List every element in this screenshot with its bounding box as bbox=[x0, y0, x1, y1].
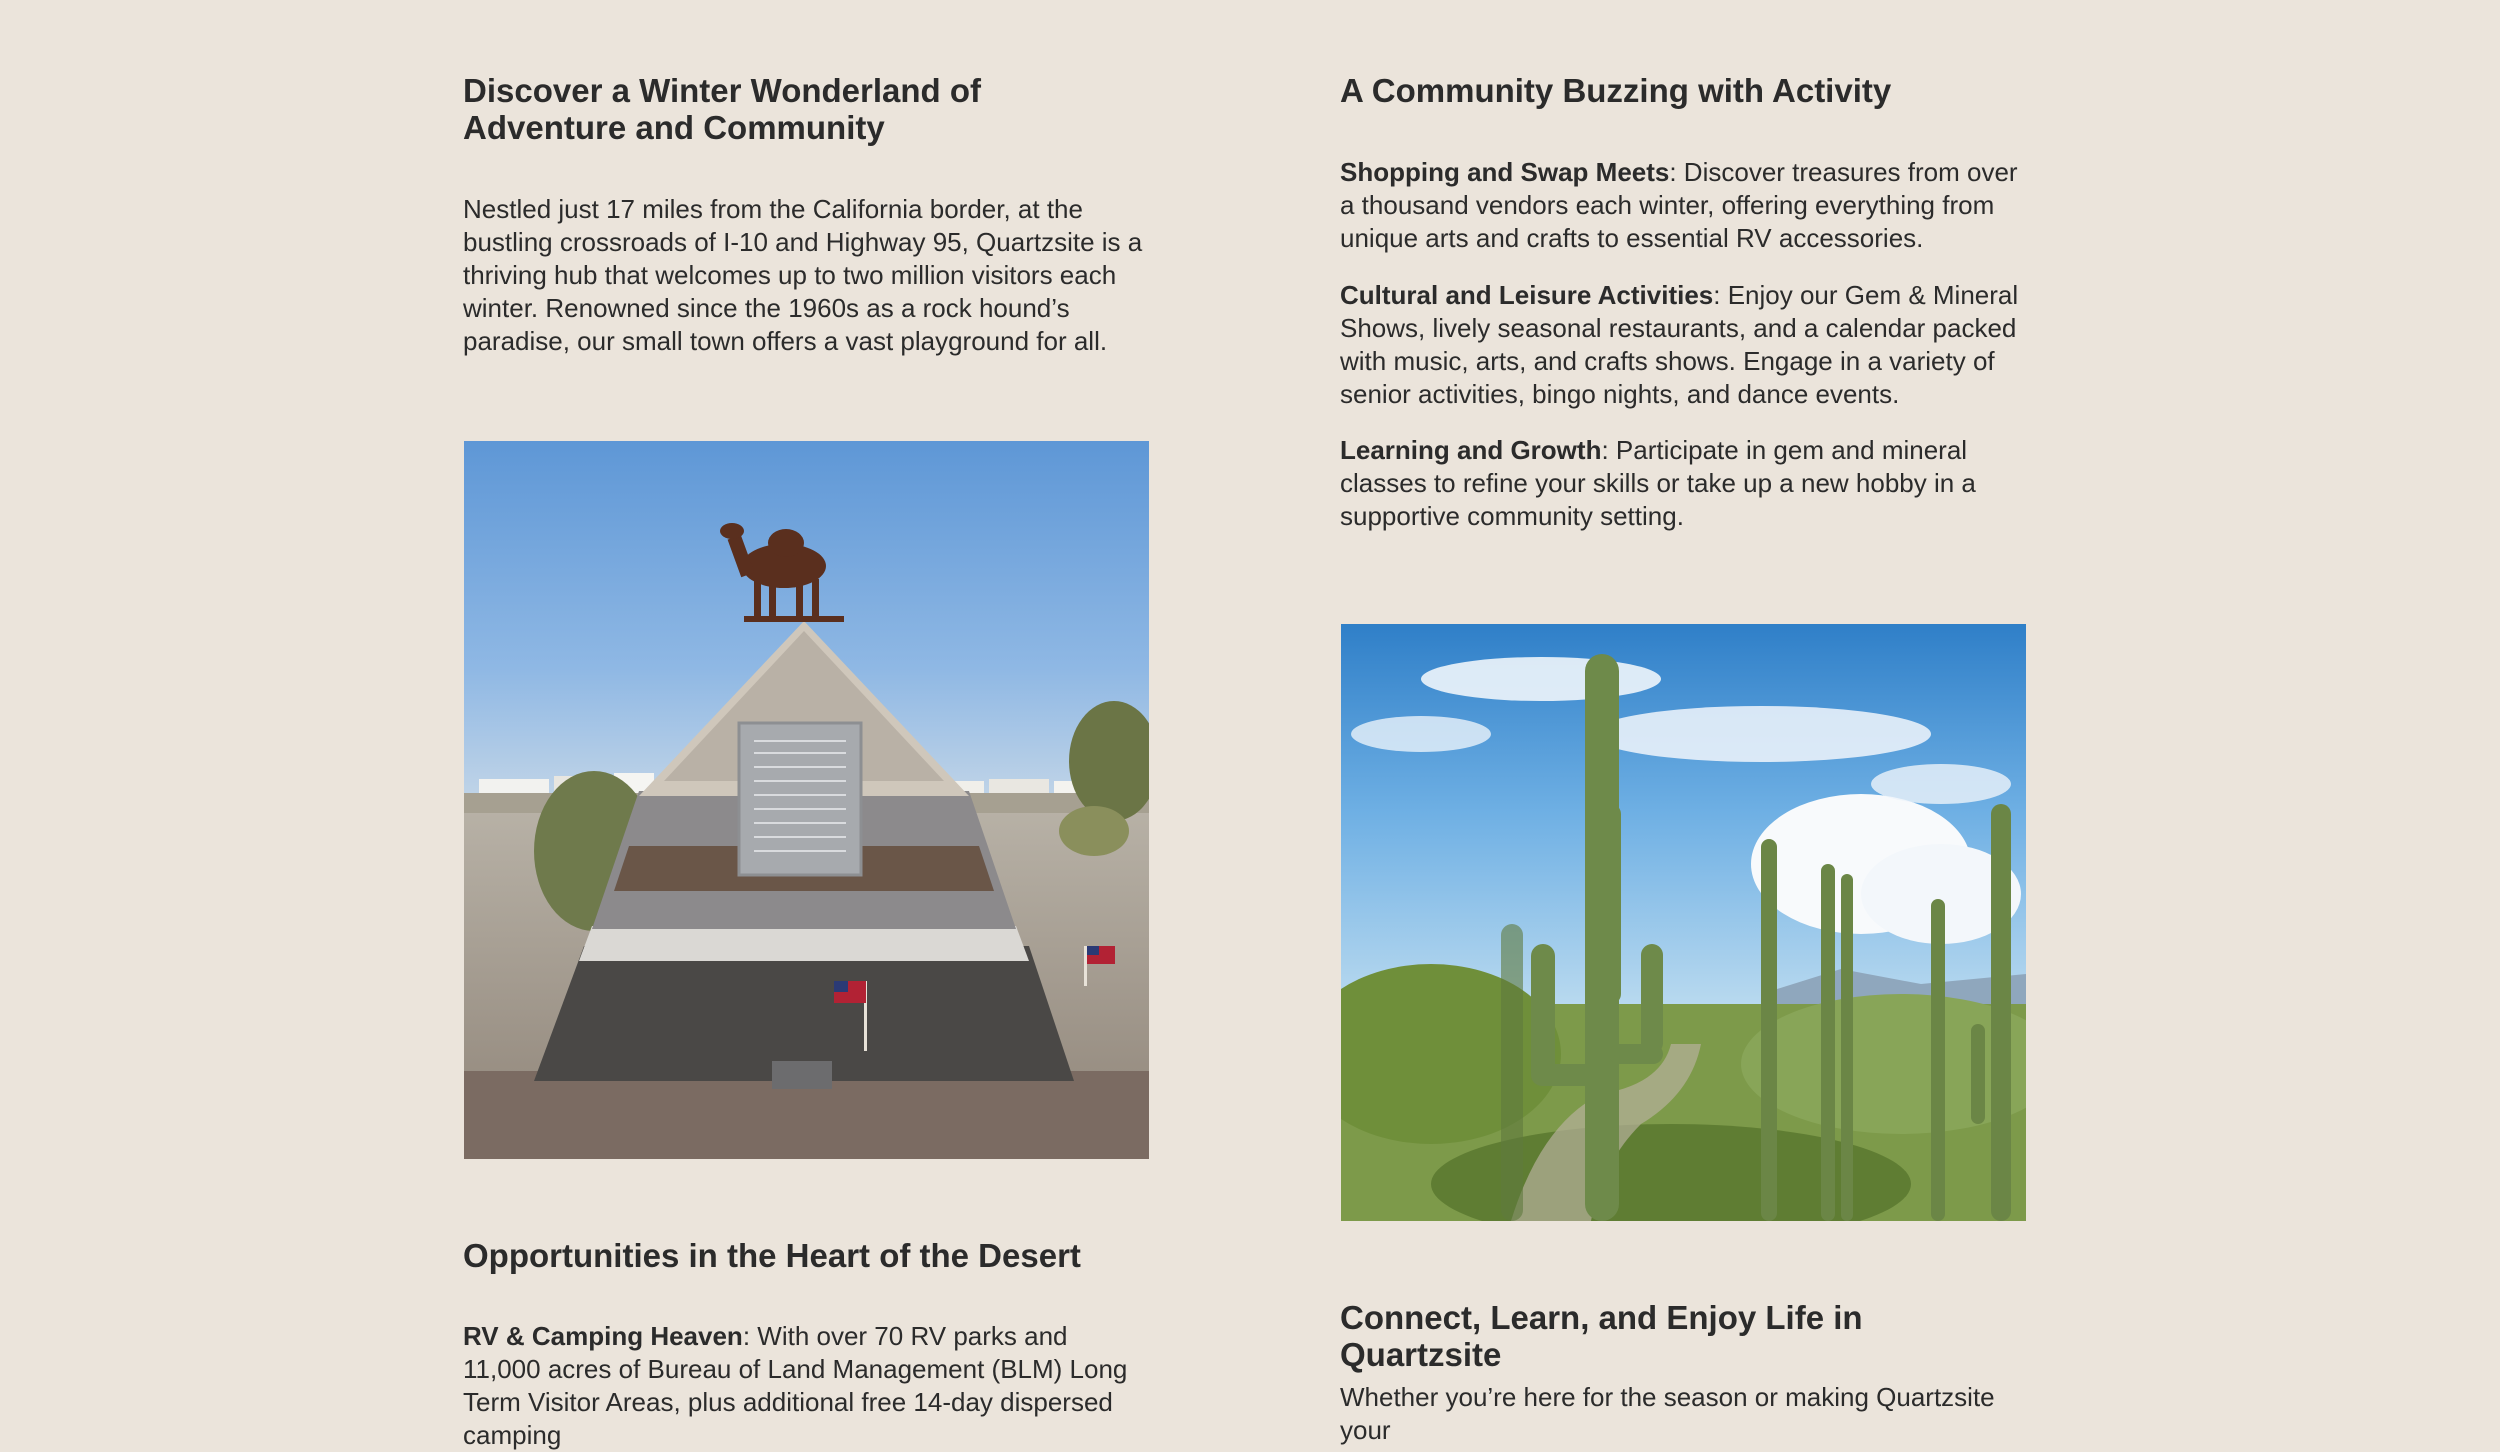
saguaro-cactus-photo bbox=[1341, 624, 2026, 1221]
intro-paragraph: Nestled just 17 miles from the California border, at the bustling crossroads of I-10 and Highway 95, Quartzsite is a thriving hub that welcomes up to two million visitors each winter. Renowned since the 1960s as a rock hound’s paradise, our small town offers a vast playground for all. bbox=[463, 194, 1143, 356]
activity-item-text: : Participate in gem and mineral classes to refine your skills or take up a new hobby in a supportive community setting. bbox=[1340, 435, 1976, 531]
activity-item-text: : Discover treasures from over a thousand vendors each winter, offering everything from unique arts and crafts to essential RV accessories. bbox=[1340, 157, 2018, 253]
section-heading-connect-learn: Connect, Learn, and Enjoy Life in Quartzsite bbox=[1340, 1299, 1863, 1373]
desert-cactus-illustration bbox=[1341, 624, 2026, 1221]
rv-camping-paragraph bbox=[463, 1320, 1149, 1452]
rv-camping-label: RV & Camping Heaven bbox=[463, 1321, 743, 1351]
activity-item-learning bbox=[1340, 434, 2026, 533]
hi-jolly-monument-photo bbox=[464, 441, 1149, 1159]
monument-illustration bbox=[464, 441, 1149, 1159]
activity-item-label: Learning and Growth bbox=[1340, 435, 1602, 465]
section-heading-winter-wonderland: Discover a Winter Wonderland of Adventure and Community bbox=[463, 72, 982, 146]
section-heading-community-activity: A Community Buzzing with Activity bbox=[1340, 72, 1892, 109]
activity-item-shopping bbox=[1340, 156, 2026, 255]
activity-item-label: Cultural and Leisure Activities bbox=[1340, 280, 1714, 310]
closing-paragraph: Whether you’re here for the season or making Quartzsite your bbox=[1340, 1382, 1995, 1445]
activity-item-label: Shopping and Swap Meets bbox=[1340, 157, 1670, 187]
activity-item-text: : Enjoy our Gem & Mineral Shows, lively seasonal restaurants, and a calendar packed with music, arts, and crafts shows. Engage in a variety of senior activities, bingo nights, and dance events. bbox=[1340, 280, 2019, 409]
rv-camping-text: : With over 70 RV parks and 11,000 acres of Bureau of Land Management (BLM) Long Term Visitor Areas, plus additional free 14-day dispersed camping bbox=[463, 1321, 1128, 1450]
section-heading-opportunities: Opportunities in the Heart of the Desert bbox=[463, 1237, 1081, 1274]
activity-item-cultural bbox=[1340, 279, 2026, 411]
